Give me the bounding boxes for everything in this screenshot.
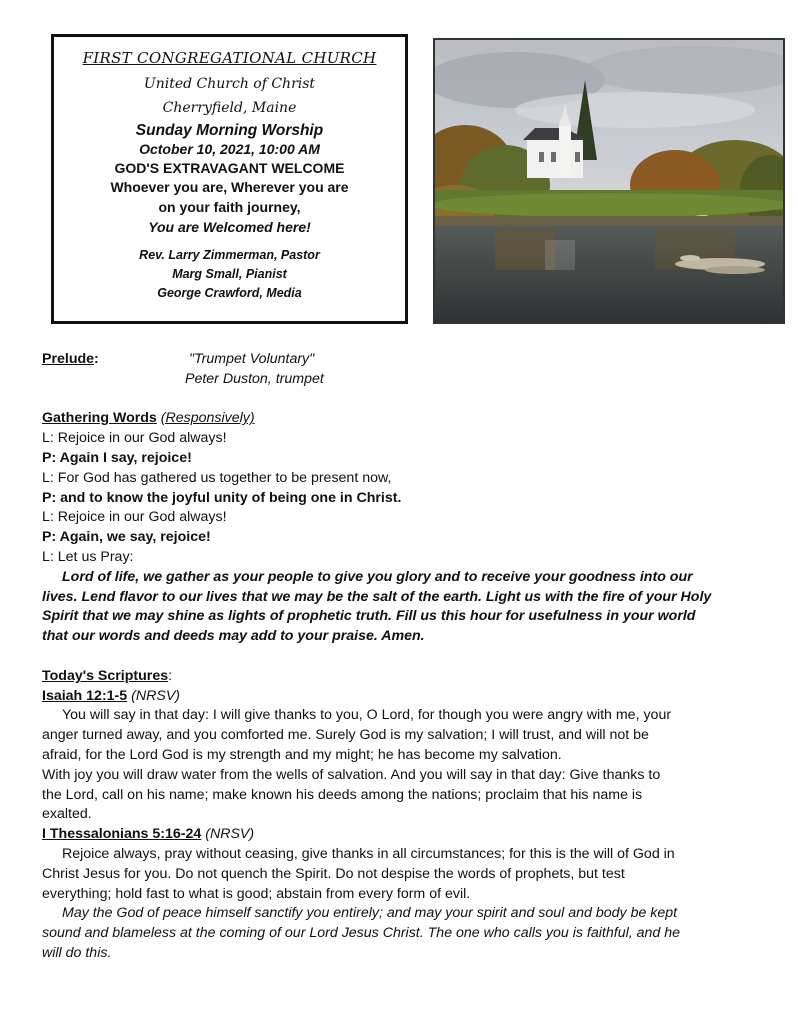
denomination: United Church of Christ (143, 76, 316, 92)
staff-pastor: Rev. Larry Zimmerman, Pastor (139, 248, 320, 262)
service-title: Sunday Morning Worship (135, 122, 324, 139)
staff-list (54, 246, 405, 303)
church-name: FIRST CONGREGATIONAL CHURCH (82, 49, 377, 67)
welcome-line: on your faith journey, (158, 199, 301, 215)
bulletin-header-box (51, 34, 408, 324)
welcome-line: You are Welcomed here! (148, 219, 311, 235)
litany-line: L: Let us Pray: (42, 548, 134, 565)
reading-text-isaiah: You will say in that day: I will give thanks to you, O Lord, for though you were angry with me, your anger turned away, and you comforted me. Surely God is my salvation; I will trust, and will not be afraid, for the Lord God is my strength and my might; he has become my salvation. With joy you will draw water from the wells of salvation. And you will say in that day: Give thanks to the Lord, call on his name; make known his deeds among the nations; proclaim that his name is exalted. (42, 707, 672, 823)
bulletin-body (42, 350, 762, 964)
reading-reference: I Thessalonians 5:16-24 (NRSV) (42, 826, 255, 843)
staff-pianist: Marg Small, Pianist (172, 267, 287, 281)
litany-line: L: Rejoice in our God always! (42, 509, 227, 526)
prelude-performer: Peter Duston, trumpet (185, 370, 324, 387)
welcome-line: Whoever you are, Wherever you are (110, 179, 349, 195)
scriptures-heading: Today's Scriptures: (42, 667, 173, 684)
service-date-time: October 10, 2021, 10:00 AM (139, 141, 320, 157)
staff-media: George Crawford, Media (157, 286, 302, 300)
prelude-label: Prelude (42, 351, 95, 367)
prelude-title: "Trumpet Voluntary" (189, 351, 315, 367)
reading-text-thessalonians: Rejoice always, pray without ceasing, give thanks in all circumstances; for this is the will of God in Christ Jesus for you. Do not quench the Spirit. Do not despise the words of prophets, but test everything; hold fast to what is good; abstain from every form of evil. May the God of peace himself sanctify you entirely; and may your spirit and soul and body be kept sound and blameless at the coming of our Lord Jesus Christ. The one who calls you is faithful, and he will do this. (42, 845, 681, 961)
church-photo (433, 38, 785, 324)
litany-line: P: Again I say, rejoice! (42, 449, 192, 466)
litany-line: L: Rejoice in our God always! (42, 430, 227, 447)
service-theme: GOD'S EXTRAVAGANT WELCOME (114, 160, 345, 176)
gathering-heading: Gathering Words (Responsively) (42, 410, 255, 427)
welcome-statement (54, 177, 405, 237)
opening-prayer: Lord of life, we gather as your people to give you glory and to receive your goodness into our lives. Lend flavor to our lives that we may be the salt of the earth. Light us with the fire of your Holy Spirit that we may shine as lights of prophetic truth. Fill us this hour for usefulness in your world that our words and deeds may add to your praise. Amen. (42, 568, 712, 645)
litany-line: L: For God has gathered us together to be present now, (42, 469, 392, 486)
church-by-river-icon (435, 40, 783, 322)
litany-line: P: and to know the joyful unity of being one in Christ. (42, 489, 402, 506)
prelude-section: Prelude: "Trumpet Voluntary" Peter Duston, trumpet (42, 350, 762, 390)
church-location: Cherryfield, Maine (162, 100, 297, 116)
reading-reference: Isaiah 12:1-5 (NRSV) (42, 687, 181, 704)
litany-line: P: Again, we say, rejoice! (42, 529, 211, 546)
gathering-lines (42, 429, 762, 568)
